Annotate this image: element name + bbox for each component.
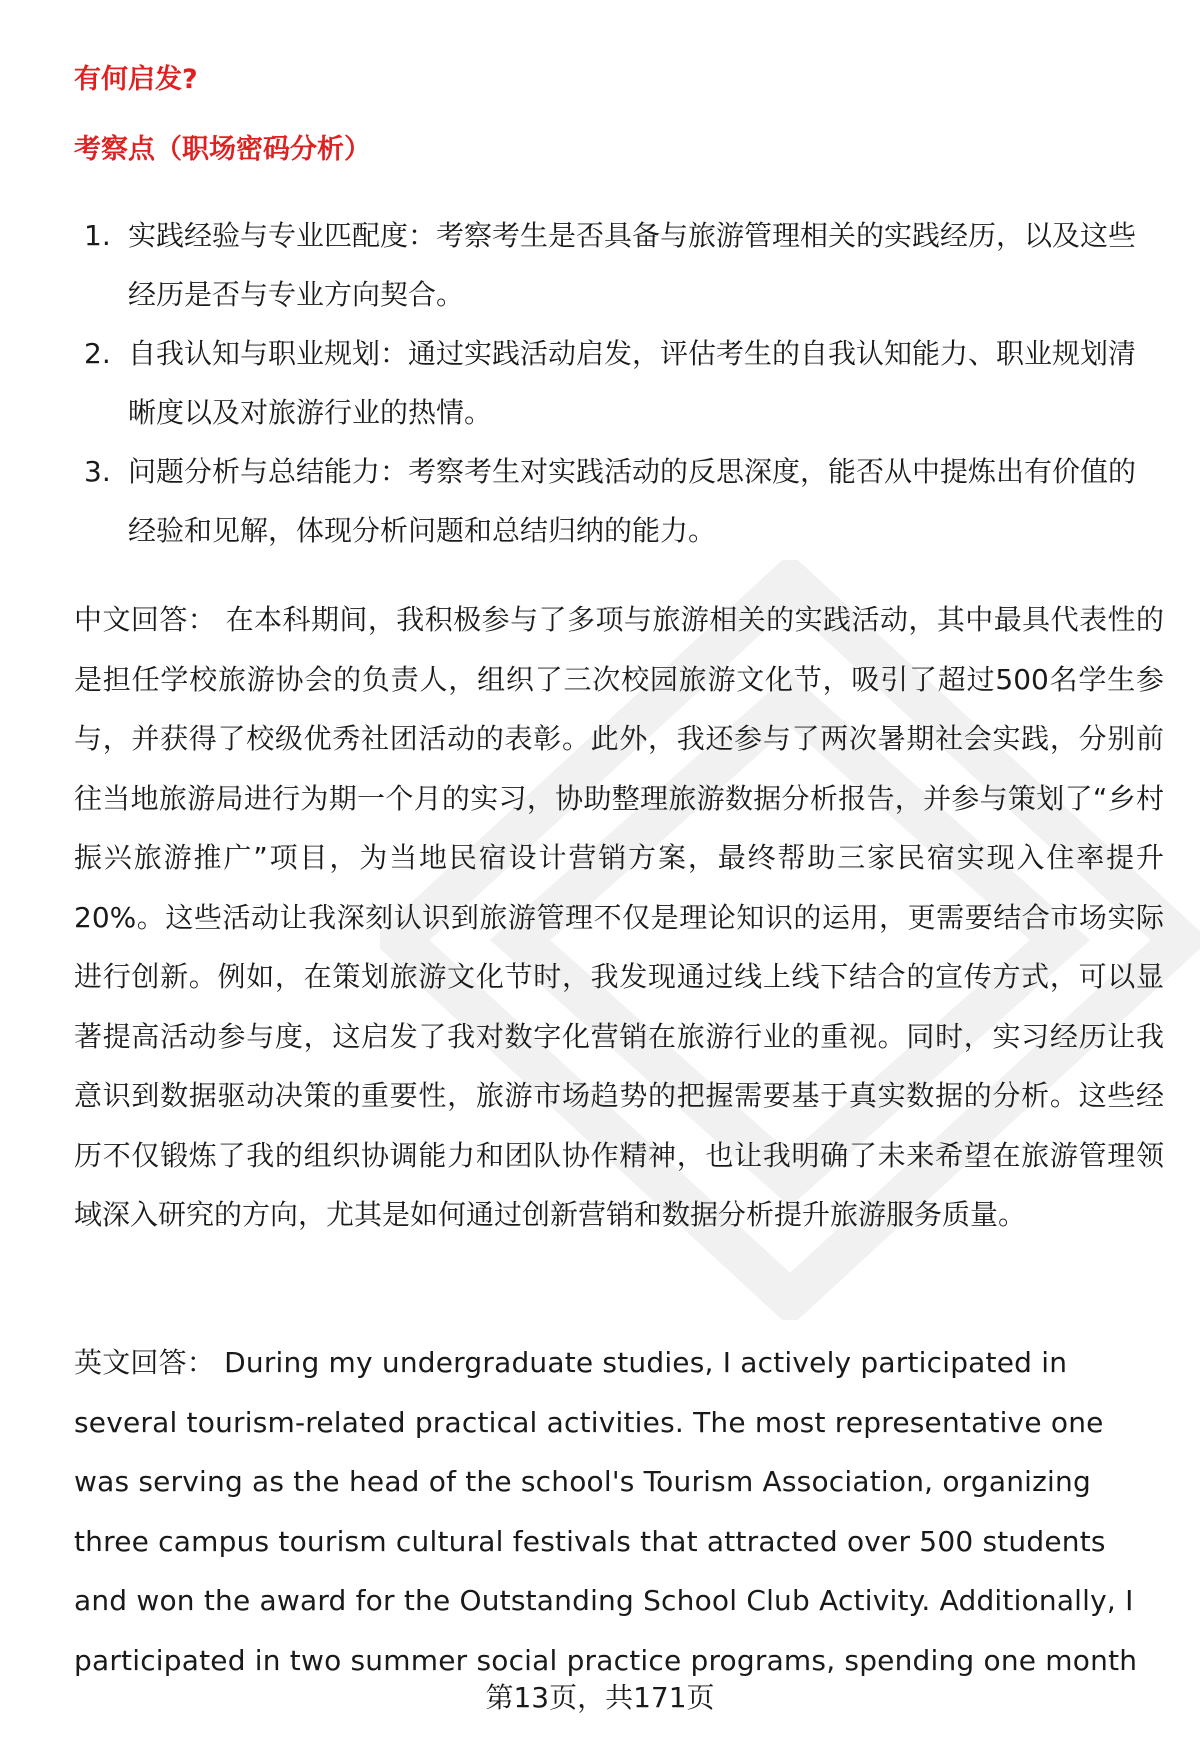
chinese-answer-label: 中文回答： — [74, 603, 217, 636]
point-text: 自我认知与职业规划：通过实践活动启发，评估考生的自我认知能力、职业规划清晰度以及对旅游行业的热情。 — [128, 337, 1137, 429]
section-heading-assessment-points: 考察点（职场密码分析） — [74, 134, 371, 165]
point-number: 2. — [84, 337, 111, 370]
point-number: 1. — [84, 219, 111, 252]
assessment-point-list — [84, 206, 1144, 560]
assessment-point-item — [84, 442, 1144, 560]
page-footer: 第13页，共171页 — [485, 1681, 715, 1714]
point-text: 实践经验与专业匹配度：考察考生是否具备与旅游管理相关的实践经历，以及这些经历是否与专业方向契合。 — [128, 219, 1137, 311]
assessment-point-item — [84, 324, 1144, 442]
chinese-answer-text: 在本科期间，我积极参与了多项与旅游相关的实践活动，其中最具代表性的是担任学校旅游协会的负责人，组织了三次校园旅游文化节，吸引了超过500名学生参与，并获得了校级优秀社团活动的表彰。此外，我还参与了两次暑期社会实践，分别前往当地旅游局进行为期一个月的实习，协助整理旅游数据分析报告，并参与策划了“乡村振兴旅游推广”项目，为当地民宿设计营销方案，最终帮助三家民宿实现入住率提升20%。这些活动让我深刻认识到旅游管理不仅是理论知识的运用，更需要结合市场实际进行创新。例如，在策划旅游文化节时，我发现通过线上线下结合的宣传方式，可以显著提高活动参与度，这启发了我对数字化营销在旅游行业的重视。同时，实习经历让我意识到数据驱动决策的重要性，旅游市场趋势的把握需要基于真实数据的分析。这些经历不仅锻炼了我的组织协调能力和团队协作精神，也让我明确了未来希望在旅游管理领域深入研究的方向，尤其是如何通过创新营销和数据分析提升旅游服务质量。 — [74, 603, 1164, 1231]
point-text: 问题分析与总结能力：考察考生对实践活动的反思深度，能否从中提炼出有价值的经验和见解，体现分析问题和总结归纳的能力。 — [128, 455, 1137, 547]
english-answer-label: 英文回答： — [74, 1346, 216, 1379]
english-answer-paragraph — [74, 1333, 1164, 1690]
section-heading-question: 有何启发? — [74, 64, 198, 95]
point-number: 3. — [84, 455, 111, 488]
assessment-point-item — [84, 206, 1144, 324]
english-answer-text: During my undergraduate studies, I actively participated in several tourism-related practical activities. The most representative one was serving as the head of the school's Tourism Association, organizing three campus tourism cultural festivals that attracted over 500 students and won the award for the Outstanding School Club Activity. Additionally, I participated in two summer social practice programs, spending one month — [74, 1346, 1138, 1677]
chinese-answer-paragraph — [74, 590, 1164, 1245]
